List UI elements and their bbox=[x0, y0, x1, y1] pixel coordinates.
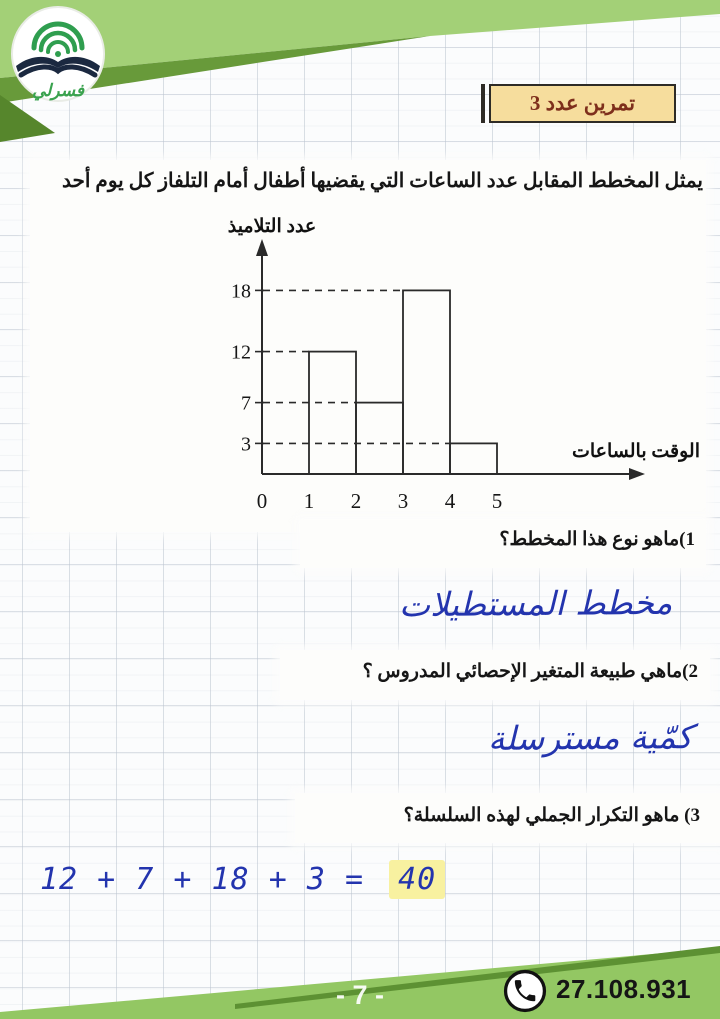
exercise-statement: يمثل المخطط المقابل عدد الساعات التي يقضيها أطفال أمام التلفاز كل يوم أحد bbox=[62, 170, 703, 192]
histogram-chart bbox=[185, 212, 660, 512]
x-axis-label: الوقت بالساعات bbox=[572, 441, 700, 462]
handwritten-answer-2: كمّية مسترسلة bbox=[487, 717, 693, 758]
svg-text:18: 18 bbox=[231, 280, 251, 303]
svg-text:3: 3 bbox=[397, 489, 409, 512]
question-1: 1)ماهو نوع هذا المخطط؟ bbox=[499, 529, 695, 550]
svg-text:12: 12 bbox=[231, 341, 251, 364]
svg-text:2: 2 bbox=[350, 489, 362, 512]
svg-text:0: 0 bbox=[256, 489, 268, 512]
svg-text:1: 1 bbox=[303, 489, 315, 512]
svg-text:3: 3 bbox=[241, 433, 251, 456]
exercise-title: تمرين عدد 3 bbox=[529, 91, 636, 115]
logo-brand-text: فسرلي bbox=[31, 81, 85, 100]
phone-icon bbox=[503, 969, 547, 1013]
svg-text:4: 4 bbox=[444, 489, 456, 512]
handwritten-equation bbox=[40, 862, 445, 897]
top-banner-decoration bbox=[0, 0, 720, 145]
y-axis-label: عدد التلاميذ bbox=[227, 216, 317, 237]
svg-text:5: 5 bbox=[491, 489, 503, 512]
equation-result-highlighted: 40 bbox=[389, 860, 445, 899]
title-box-accent bbox=[481, 84, 485, 123]
question-3: 3) ماهو التكرار الجملي لهذه السلسلة؟ bbox=[403, 805, 700, 826]
exercise-title-box bbox=[489, 84, 676, 123]
page-number: - 7 - bbox=[335, 980, 384, 1010]
equation-expression: 12 + 7 + 18 + 3 = bbox=[40, 862, 365, 897]
svg-text:7: 7 bbox=[241, 392, 251, 415]
brand-logo bbox=[8, 4, 108, 108]
phone-number: 27.108.931 bbox=[556, 974, 692, 1004]
handwritten-answer-1: مخطط المستطيلات bbox=[398, 582, 673, 625]
question-2: 2)ماهي طبيعة المتغير الإحصائي المدروس ؟ bbox=[362, 661, 698, 682]
